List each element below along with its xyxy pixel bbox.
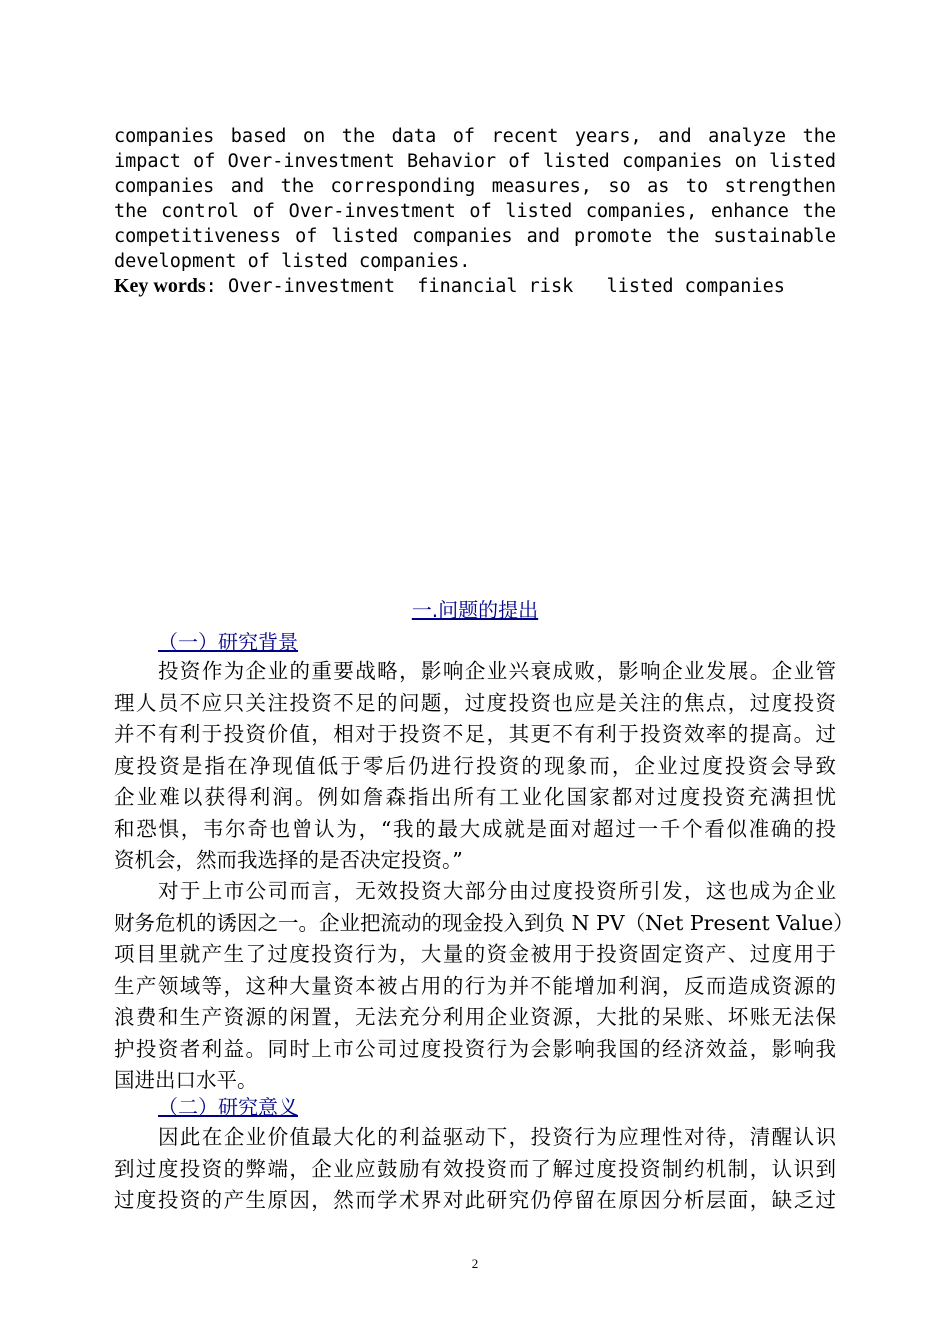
paragraph-line: 并不有利于投资价值，相对于投资不足，其更不有利于投资效率的提高。过 bbox=[114, 722, 836, 746]
keywords-label: Key words bbox=[114, 275, 206, 297]
paragraph-line: 和恐惧，韦尔奇也曾认为，“我的最大成就是面对超过一千个看似准确的投 bbox=[114, 816, 836, 841]
abstract-line: companies and the corresponding measures, so as to strengthen bbox=[114, 176, 836, 197]
paragraph-line: 生产领域等，这种大量资本被占用的行为并不能增加利润，反而造成资源的 bbox=[114, 973, 836, 998]
paragraph-line: 对于上市公司而言，无效投资大部分由过度投资所引发，这也成为企业 bbox=[158, 879, 836, 903]
paragraph-background-1 bbox=[114, 656, 836, 877]
paragraph-line: 投资作为企业的重要战略，影响企业兴衰成败，影响企业发展。企业管 bbox=[158, 659, 836, 683]
paragraph-background-2 bbox=[114, 876, 854, 1097]
abstract-line: impact of Over-investment Behavior of listed companies on listed bbox=[114, 151, 836, 172]
abstract-line: development of listed companies. bbox=[114, 251, 471, 272]
paragraph-line: 资机会，然而我选择的是否决定投资。” bbox=[114, 848, 463, 872]
paragraph-line: 浪费和生产资源的闲置，无法充分利用企业资源，大批的呆账、坏账无法保 bbox=[114, 1005, 836, 1029]
abstract-line: companies based on the data of recent years, and analyze the bbox=[114, 126, 836, 147]
paragraph-line: 过度投资的产生原因，然而学术界对此研究仍停留在原因分析层面，缺乏过 bbox=[114, 1188, 836, 1212]
paragraph-line: 企业难以获得利润。例如詹森指出所有工业化国家都对过度投资充满担忧 bbox=[114, 785, 836, 809]
english-abstract bbox=[114, 124, 836, 274]
subheading-research-background[interactable]: （一）研究背景 bbox=[158, 630, 298, 654]
abstract-line: the control of Over-investment of listed companies, enhance the bbox=[114, 201, 836, 222]
abstract-line: competitiveness of listed companies and promote the sustainable bbox=[114, 226, 836, 247]
paragraph-line: 国进出口水平。 bbox=[114, 1068, 258, 1092]
keywords-text: : Over-investment financial risk listed companies bbox=[205, 276, 785, 297]
keywords bbox=[114, 274, 836, 299]
subheading-research-significance[interactable]: （二）研究意义 bbox=[158, 1095, 298, 1119]
page-number: 2 bbox=[471, 1256, 479, 1271]
paragraph-line: 因此在企业价值最大化的利益驱动下，投资行为应理性对待，清醒认识 bbox=[158, 1125, 836, 1149]
paragraph-line: 项目里就产生了过度投资行为，大量的资金被用于投资固定资产、过度用于 bbox=[114, 942, 836, 966]
paragraph-line: 财务危机的诱因之一。企业把流动的现金投入到负 N PV（Net Present Value） bbox=[114, 910, 854, 935]
paragraph-line: 理人员不应只关注投资不足的问题，过度投资也应是关注的焦点，过度投资 bbox=[114, 690, 836, 715]
section-title[interactable]: 一.问题的提出 bbox=[411, 598, 539, 622]
paragraph-line: 护投资者利益。同时上市公司过度投资行为会影响我国的经济效益，影响我 bbox=[114, 1036, 836, 1061]
paragraph-line: 到过度投资的弊端，企业应鼓励有效投资而了解过度投资制约机制，认识到 bbox=[114, 1156, 836, 1181]
paragraph-line: 度投资是指在净现值低于零后仍进行投资的现象而，企业过度投资会导致 bbox=[114, 753, 836, 778]
paragraph-significance bbox=[114, 1122, 836, 1217]
